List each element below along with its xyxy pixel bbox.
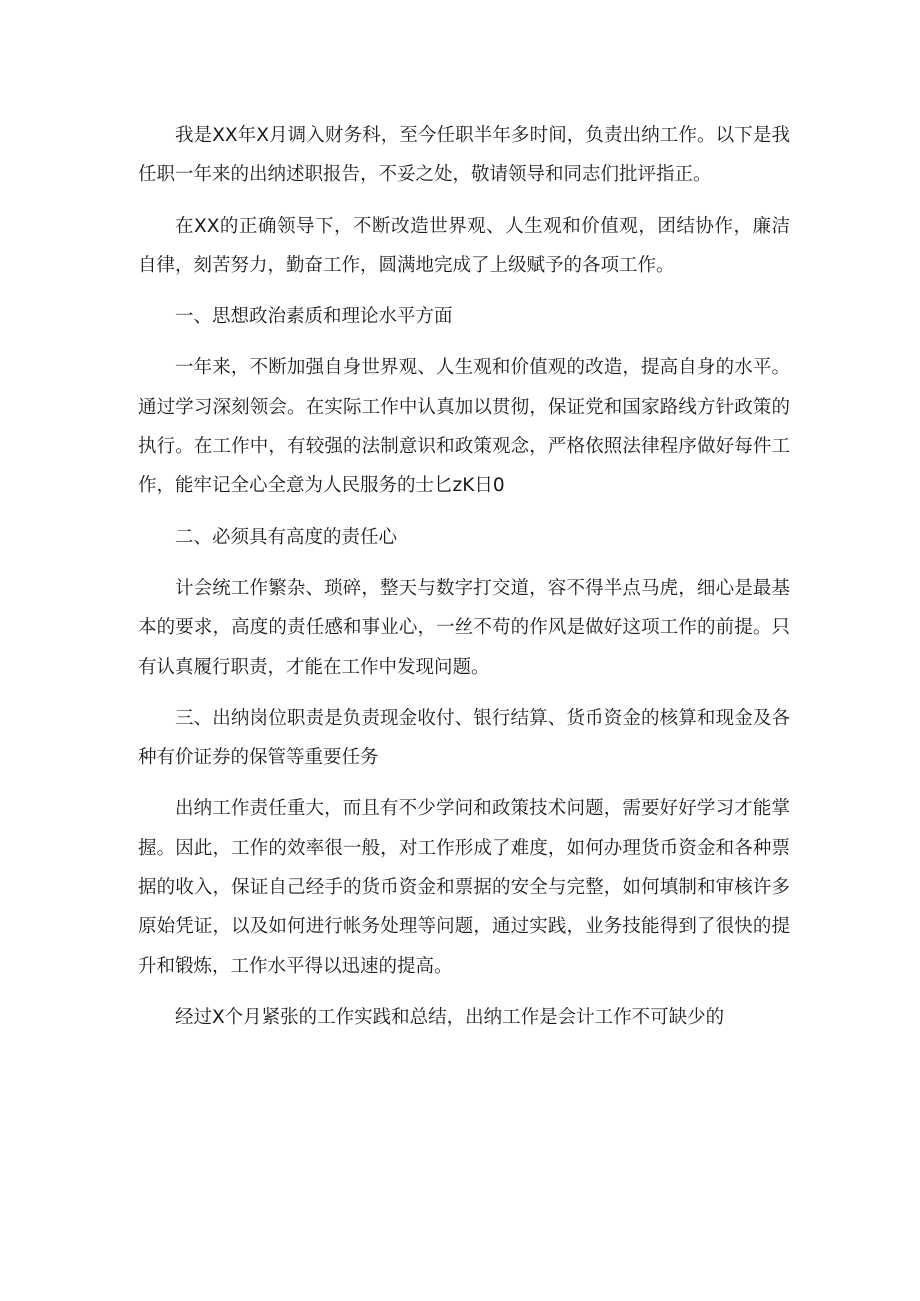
section-heading-1: 一、思想政治素质和理论水平方面 — [175, 306, 453, 328]
paragraph-intro: 我是XX年X月调入财务科，至今任职半年多时间，负责出纳工作。以下是我任职一年来的出纳述职报告，不妥之处，敬请领导和同志们批评指正。 — [138, 125, 790, 186]
section-heading-3: 三、出纳岗位职责是负责现金收付、银行结算、货币资金的核算和现金及各种有价证券的保管等重要任务 — [138, 707, 790, 769]
paragraph-section-1: 一年来，不断加强自身世界观、人生观和价值观的改造，提高自身的水平。通过学习深刻领会。在实际工作中认真加以贯彻，保证党和国家路线方针政策的执行。在工作中，有较强的法制意识和政策观念，严格依照法律程序做好每件工作，能牢记全心全意为人民服务的士匕zK日0 — [138, 357, 790, 497]
section-heading-2: 二、必须具有高度的责任心 — [175, 526, 398, 548]
paragraph-leadership: 在XX的正确领导下，不断改造世界观、人生观和价值观，团结协作，廉洁自律，刻苦努力，勤奋工作，圆满地完成了上级赋予的各项工作。 — [138, 215, 790, 276]
paragraph-summary: 经过X个月紧张的工作实践和总结，出纳工作是会计工作不可缺少的 — [175, 1006, 725, 1028]
paragraph-section-3: 出纳工作责任重大，而且有不少学问和政策技术问题，需要好好学习才能掌握。因此，工作的效率很一般，对工作形成了难度，如何办理货币资金和各种票据的收入，保证自己经手的货币资金和票据的安全与完整，如何填制和审核许多原始凭证，以及如何进行帐务处理等问题，通过实践，业务技能得到了很快的提升和锻炼，工作水平得以迅速的提高。 — [138, 798, 790, 977]
paragraph-section-2: 计会统工作繁杂、琐碎，整天与数字打交道，容不得半点马虎，细心是最基本的要求，高度的责任感和事业心，一丝不苟的作风是做好这项工作的前提。只有认真履行职责，才能在工作中发现问题。 — [138, 577, 790, 678]
document-body — [138, 116, 790, 1049]
